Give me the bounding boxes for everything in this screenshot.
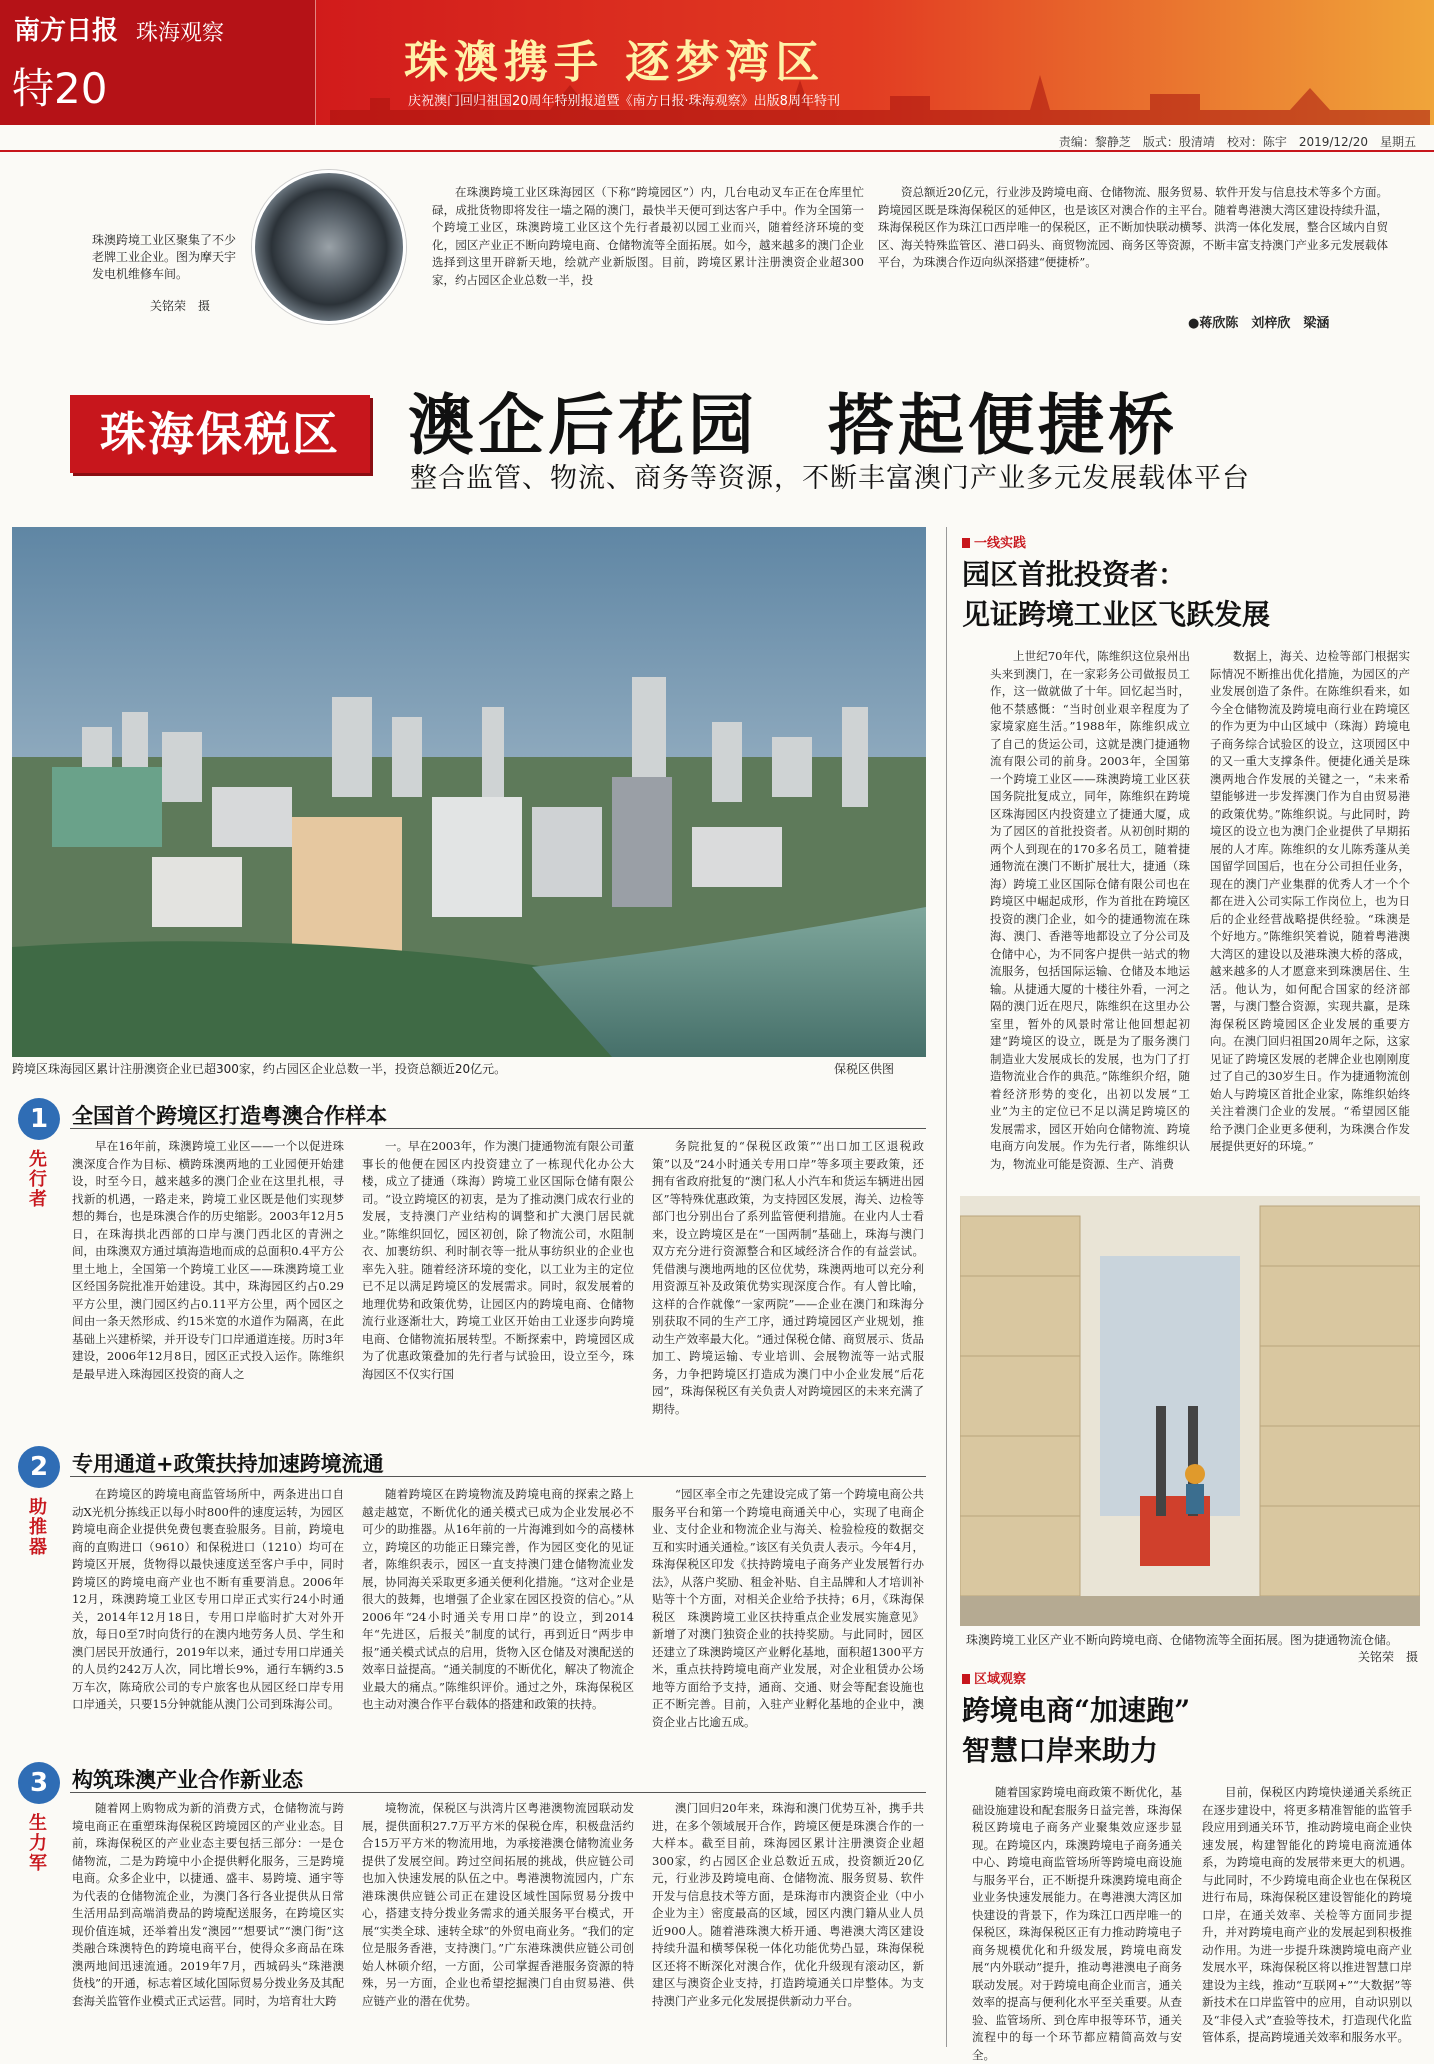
warehouse-photo-caption bbox=[966, 1632, 1418, 1666]
section-2-number: 2 bbox=[18, 1446, 60, 1488]
warehouse-photo-caption-text: 珠澳跨境工业区产业不断向跨境电商、仓储物流等全面拓展。图为捷通物流仓储。 bbox=[966, 1633, 1399, 1647]
section-2-title: 专用通道+政策扶持加速跨境流通 bbox=[72, 1452, 384, 1476]
editor-credits: 责编：黎静芝 版式：殷清靖 校对：陈宇 2019/12/20 星期五 bbox=[1058, 135, 1416, 149]
banner-title: 珠澳携手 逐梦湾区 bbox=[404, 37, 826, 88]
banner-subtitle: 庆祝澳门回归祖国20周年特别报道暨《南方日报·珠海观察》出版8周年特刊 bbox=[408, 94, 840, 109]
column-divider bbox=[946, 527, 947, 2047]
page-number: 特20 bbox=[12, 64, 108, 113]
sub-headline: 整合监管、物流、商务等资源，不断丰富澳门产业多元发展载体平台 bbox=[410, 463, 1250, 494]
warehouse-photo-graphic bbox=[960, 1196, 1420, 1626]
section-1-col3: 务院批复的“保税区政策”“出口加工区退税政策”以及“24小时通关专用口岸”等多项主要政策，还拥有省政府批复的“澳门私人小汽车和货运车辆进出园区”等特殊优惠政策，为支持园区发展，海关、边检等部门也分别出台了系列监管便利措施。在业内人士看来，设立跨境区是在“一国两制”基础上，珠海与澳门双方充分进行资源整合和区域经济合作的有益尝试。凭借澳与澳地两地的区位优势，珠澳两地可以充分利用资源互补及政策优势实现深度合作。有人曾比喻，这样的合作就像“一家两院”——企业在澳门和珠海分别获取不同的生产工序，通过跨境园区产业规划，推动生产效率最大化。“通过保税仓储、商贸展示、货品加工、跨境运输、专业培训、会展物流等一站式服务，力争把跨境区打造成为澳门中小企业发展“后花园”，珠海保税区有关负责人对跨境园区的未来充满了期待。 bbox=[652, 1139, 924, 1416]
feature-2-title-line2: 智慧口岸来助力 bbox=[962, 1734, 1159, 1767]
aerial-photo-graphic bbox=[12, 527, 926, 1057]
feature-1-title-line1: 园区首批投资者： bbox=[962, 558, 1187, 591]
warehouse-photo-credit: 关铭荣 摄 bbox=[1357, 1650, 1418, 1664]
section-3-col1: 随着网上购物成为新的消费方式，仓储物流与跨境电商正在重塑珠海保税区跨境园区的产业业态。目前，珠海保税区的产业业态主要包括三部分：一是仓储物流，二是为跨境中小企提供孵化服务，三是跨境电商。众多企业中，以捷通、盛丰、易跨境、通宇等为代表的仓储物流企业，为澳门各行各业提供从日常生活用品到高端消费品的跨境配送服务，在跨境区实现价值连城，还举着出发“澳园”“想要试”“澳门街”这类融合珠澳特色的跨境电商平台，使得众多商品在珠澳两地间迅速流通。2019年7月，西城码头“珠港澳货栈”的开通，标志着区域化国际贸易分拨业务及其配套海关监管作业模式正式运营。同时，为培育壮大跨 bbox=[72, 1801, 344, 2008]
section-3-number: 3 bbox=[18, 1762, 60, 1804]
byline: ●蒋欣陈 刘梓欣 梁涵 bbox=[1188, 316, 1330, 331]
feature-1-col2: 数据上，海关、边检等部门根据实际情况不断推出优化措施，为园区的产业发展创造了条件。在陈维织看来，如今全仓储物流及跨境电商行业在跨境区的作为更为中山区域中（珠海）跨境电子商务综合试验区的设立，这项园区中的又一重大支撑条件。便捷化通关是珠澳两地合作发展的关键之一，“未来希望能够进一步发挥澳门作为自由贸易港的政策优势。”陈维织说。与此同时，跨境区的设立也为澳门企业提供了早期拓展的人才库。陈维织的女儿陈秀蓬从美国留学回国后，也在分公司担任业务，现在的澳门产业集群的优秀人才一个个都在进入公司实际工作岗位上，也为日后的企业经营战略提供经验。“珠澳是个好地方。”陈维织笑着说，随着粤港澳大湾区的建设以及港珠澳大桥的落成，越来越多的人才愿意来到珠澳居住、生活。他认为，如何配合国家的经济部署，与澳门整合资源，实现共赢，是珠海保税区跨境园区企业发展的重要方向。在澳门回归祖国20周年之际，这家见证了跨境区发展的老牌企业也刚刚度过了自己的30岁生日。作为捷通物流创始人与跨境区首批企业家，陈维织始终关注着澳门企业的发展。“希望园区能给予澳门企业更多便利，为珠澳合作发展提供更好的环境。” bbox=[1210, 649, 1410, 1153]
section-3-label: 生力军 bbox=[29, 1813, 47, 1874]
newspaper-logo: 南方日报 bbox=[14, 16, 119, 46]
section-1-col2: 一。早在2003年，作为澳门捷通物流有限公司董事长的他便在园区内投资建立了一栋现代化办公大楼，成立了捷通（珠海）跨境工业区国际仓储有限公司。“设立跨境区的初衷，是为了推动澳门成农行业的发展，支持澳门产业结构的调整和扩大澳门居民就业。”陈维织回忆，园区初创，除了物流公司，水阻制衣、加裹纺织、利时制衣等一批从事纺织业的企业也率先入驻。随着经济环境的变化，以工业为主的定位已不足以满足跨境区的发展需求。同时，叙发展着的地理优势和政策优势，让园区内的跨境电商、仓储物流行业逐渐壮大，跨境工业区开始由工业逐步向跨境电商、仓储物流拓展转型。不断探索中，跨境园区成为了优惠政策叠加的先行者与试验田，设立至今，珠海园区不仅实行国 bbox=[362, 1139, 634, 1381]
aerial-photo bbox=[12, 527, 926, 1057]
feature-2-col1: 随着国家跨境电商政策不断优化，基础设施建设和配套服务日益完善，珠海保税区跨境电子商务产业聚集效应逐步显现。在跨境区内，珠澳跨境电子商务通关中心、跨境电商监管场所等跨境电商设施与服务平台，正不断提升珠澳跨境电商企业业务快速发展能力。在粤港澳大湾区加快建设的背景下，作为珠江口西岸唯一的保税区，珠海保税区正有力推动跨境电子商务规模优化和升级发展，跨境电商发展“内外联动”提升，推动粤港澳电子商务联动发展。对于跨境电商企业而言，通关效率的提高与便利化水平至关重要。从查验、监管场所、到仓库申报等环节，通关流程中的每一个环节都应精简高效与安全。 bbox=[972, 1785, 1182, 2062]
section-2-col1: 在跨境区的跨境电商监管场所中，两条进出口自动X光机分拣线正以每小时800件的速度运转，为园区跨境电商企业提供免费包裹查验服务。目前，跨境电商的直购进口（9610）和保税进口（1210）均可在跨境区开展，货物得以最快速度送至客户手中，同时跨境区的跨境电商产业也不断有重要消息。2006年12月，珠澳跨境工业区专用口岸正式实行24小时通关，2014年12月18日，专用口岸临时扩大对外开放，每日0至7时向货行的在澳内地劳务人员、学生和澳门居民开放通行，2019年以来，通过专用口岸通关的人员约242万人次，同比增长9%，通行车辆约3.5万车次，陈琦欣公司的专户旅客也从园区经口岸专用口岸通关，只要15分钟就能从澳门公司到珠海公司。 bbox=[72, 1487, 344, 1711]
lead-text-col1: 在珠澳跨境工业区珠海园区（下称“跨境园区”）内，几台电动叉车正在仓库里忙碌，成批货物即将发往一墙之隔的澳门，最快半天便可到达客户手中。作为全国第一个跨境工业区，珠澳跨境工业区这个先行者最初以园工业而兴，随着经济环境的变化，园区产业正不断向跨境电商、仓储物流等全面拓展。如今，越来越多的澳门企业选择到这里开辟新天地，绘就产业新版图。目前，跨境区累计注册澳资企业超300家，约占园区企业总数一半，投 bbox=[432, 185, 864, 287]
section-1-number: 1 bbox=[18, 1098, 60, 1140]
warehouse-photo bbox=[960, 1196, 1420, 1626]
feature-1-col1: 上世纪70年代，陈维织这位泉州出头来到澳门，在一家彩务公司做报员工作，这一做就做了十年。回忆起当时，他不禁感慨：“当时创业艰辛程度为了家境家庭生活。”1988年，陈维织成立了自己的货运公司，这就是澳门捷通物流有限公司的前身。2003年，全国第一个跨境工业区——珠澳跨境工业区获国务院批复成立，同年，陈维织在跨境区珠海园区内投资建立了捷通大厦，成为了园区的首批投资者。从初创时期的两个人到现在的170多名员工，随着捷通物流在澳门不断扩展壮大，捷通（珠海）跨境工业区国际仓储有限公司也在跨境区中崛起成形，作为首批在跨境区投资的澳门企业，如今的捷通物流在珠海、澳门、香港等地都设立了分公司及仓储中心，为不同客户提供一站式的物流服务，包括国际运输、仓储及本地运输。从捷通大厦的十楼往外看，一河之隔的澳门近在咫尺，陈维织在这里办公室里，暂外的风景时常让他回想起初建“跨境区的设立，既是为了服务澳门制造业大发展成长的发展，也为门了打造物流业合作的典范。”陈维织介绍，随着经济形势的变化，出初以发展“工业”为主的定位已不足以满足跨境区的发展需求，园区开始向仓储物流、跨境电商方向发展。作为先行者，陈维织认为，物流业可能是资源、生产、消费 bbox=[990, 649, 1190, 1171]
section-2-label: 助推器 bbox=[29, 1497, 47, 1558]
top-rule bbox=[0, 150, 1434, 152]
lead-text-col2: 资总额近20亿元，行业涉及跨境电商、仓储物流、服务贸易、软件开发与信息技术等多个方面。跨境园区既是珠海保税区的延伸区，也是该区对澳合作的主平台。随着粤港澳大湾区建设持续升温，珠海保税区作为珠江口西岸唯一的保税区，正不断加快联动横琴、洪湾一体化发展，整合区域内自贸区、海关特殊监管区、港口码头、商贸物流园、商务区等资源，不断丰富支持澳门产业多元发展载体平台，为珠澳合作迈向纵深搭建“便捷桥”。 bbox=[878, 185, 1388, 269]
section-tag: 珠海保税区 bbox=[70, 395, 370, 473]
feature-1-title-line2: 见证跨境工业区飞跃发展 bbox=[962, 598, 1271, 631]
section-3-title: 构筑珠澳产业合作新业态 bbox=[72, 1768, 303, 1792]
engine-photo bbox=[252, 170, 406, 324]
section-1-rule bbox=[70, 1128, 926, 1129]
main-headline: 澳企后花园 搭起便捷桥 bbox=[408, 386, 1178, 464]
feature-2-col2: 目前，保税区内跨境快递通关系统正在逐步建设中，将更多精准智能的监管手段应用到通关环节，推动跨境电商企业快速发展，构建智能化的跨境电商流通体系，为跨境电商的发展带来更大的机遇。与此同时，不少跨境电商企业也在保税区进行布局，珠海保税区建设智能化的跨境口岸，在通关效率、关检等方面同步提升，并对跨境电商产业的发展起到积极推动作用。为进一步提升珠澳跨境电商产业发展水平，珠海保税区将以推进智慧口岸建设为主线，推动“互联网+”“大数据”等新技术在口岸监管中的应用，自动识别以及“非侵入式”查验等技术，打造现代化监管体系，提高跨境通关效率和服务水平。 bbox=[1202, 1785, 1412, 2044]
aerial-photo-credit: 保税区供图 bbox=[834, 1062, 895, 1076]
section-2-rule bbox=[70, 1476, 926, 1477]
section-1-col1: 早在16年前，珠澳跨境工业区——一个以促进珠澳深度合作为目标、横跨珠澳两地的工业园便开始建设，时至今日，越来越多的澳门企业在这里扎根，寻找新的机遇，一路走来，跨境工业区既是他们实现梦想的舞台，也是珠澳合作的历史缩影。2003年12月5日，在珠海拱北西部的口岸与澳门西北区的青洲之间，由珠澳双方通过填海造地而成的总面积0.4平方公里土地上，全国第一个跨境工业区——珠澳跨境工业区经国务院批准开始建设。其中，珠海园区约占0.29平方公里，澳门园区约占0.11平方公里，两个园区之间由一条天然形成、约15米宽的水道作为隔离，在此基础上兴建桥梁，并开设专门口岸通道连接。历时3年建设，2006年12月8日，园区正式投入运作。陈维织是最早进入珠海园区投资的商人之 bbox=[72, 1139, 344, 1381]
aerial-photo-caption: 跨境区珠海园区累计注册澳资企业已超300家，约占园区企业总数一半，投资总额近20亿元。 bbox=[12, 1062, 507, 1076]
section-3-col3: 澳门回归20年来，珠海和澳门优势互补，携手共进，在多个领域展开合作，跨境区便是珠澳合作的一大样本。截至目前，珠海园区累计注册澳资企业超300家，约占园区企业总数近五成，投资额近20亿元，行业涉及跨境电商、仓储物流、服务贸易、软件开发与信息技术等方面，是珠海市内澳资企业（中小企业为主）密度最高的区域，园区内澳门籍从业人员近900人。随着港珠澳大桥开通、粤港澳大湾区建设持续升温和横琴保税一体化功能优势凸显，珠海保税区还将不断深化对澳合作，优化升级现有滚动区，新建区与澳资企业支持，打造跨境通关口岸整体。为支持澳门产业多元化发展提供新动力平台。 bbox=[652, 1801, 924, 2008]
section-3-col2: 境物流，保税区与洪湾片区粤港澳物流园联动发展，提供面积27.7万平方米的保税仓库，积极盘活约合15万平方米的物流用地，为承接港澳仓储物流业务提供了发展空间。跨过空间拓展的挑战，供应链公司也加入快速发展的队伍之中。粤港澳物流园内，广东港珠澳供应链公司正在建设区域性国际贸易分拨中心，搭建支持分拨业务需求的通关服务平台模式，开展“实类全球、速转全球”的外贸电商业务。“我们的定位是服务香港，支持澳门。”广东港珠澳供应链公司创始人林硕介绍，一方面，公司掌握香港服务资源的特殊，另一方面，企业也希望挖掘澳门自由贸易港、供应链产业的潜在优势。 bbox=[362, 1801, 634, 2008]
feature-1-kicker: 一线实践 bbox=[962, 532, 1026, 551]
section-name: 珠海观察 bbox=[136, 21, 225, 46]
masthead-banner bbox=[0, 0, 1434, 125]
section-2-col2: 随着跨境区在跨境物流及跨境电商的探索之路上越走越宽，不断优化的通关模式已成为企业发展必不可少的助推器。从16年前的一片海滩到如今的高楼林立，跨境区的功能正日臻完善，作为园区变化的见证者，陈维织表示，园区一直支持澳门建仓储物流业发展，协同海关采取更多通关便利化措施。“这对企业是很大的鼓舞，也增强了企业家在园区投资的信心。”从2006年“24小时通关专用口岸”的设立，到2014年“先进区，后报关”制度的试行，再到近日“两步申报”通关模式试点的启用，货物入区仓储及对澳配送的效率日益提高。“通关制度的不断优化，解决了物流企业最大的痛点。”陈维织评价。通过之外，珠海保税区也主动对澳合作平台载体的搭建和政策的扶持。 bbox=[362, 1487, 634, 1711]
lead-photo-credit: 关铭荣 摄 bbox=[150, 299, 211, 313]
feature-2-title-line1: 跨境电商“加速跑” bbox=[962, 1694, 1191, 1727]
section-1-label: 先行者 bbox=[29, 1149, 47, 1210]
lead-photo-caption: 珠澳跨境工业区聚集了不少老牌工业企业。图为摩天宇发电机维修车间。 bbox=[92, 233, 237, 281]
section-2-col3: “园区率全市之先建设完成了第一个跨境电商公共服务平台和第一个跨境电商通关中心，实现了电商企业、支付企业和物流企业与海关、检验检疫的数据交互和实时通关通检。”该区有关负责人表示。今年4月，珠海保税区印发《扶持跨境电子商务产业发展暂行办法》，从落户奖励、租金补贴、自主品牌和人才培训补贴等十个方面，对相关企业给予扶持；6月，《珠海保税区 珠澳跨境工业区扶持重点企业发展实施意见》新增了对澳门独资企业的扶持奖励。与此同时，园区还建立了珠澳跨境区产业孵化基地，面积超1300平方米，重点扶持跨境电商产业发展，对企业租赁办公场地等方面给予支持，通商、交通、财会等配套设施也正不断完善。目前，入驻产业孵化基地的企业中，澳资企业占比逾五成。 bbox=[652, 1487, 924, 1729]
feature-2-kicker: 区域观察 bbox=[962, 1668, 1026, 1687]
section-1-title: 全国首个跨境区打造粤澳合作样本 bbox=[72, 1104, 387, 1128]
section-3-rule bbox=[70, 1792, 926, 1793]
